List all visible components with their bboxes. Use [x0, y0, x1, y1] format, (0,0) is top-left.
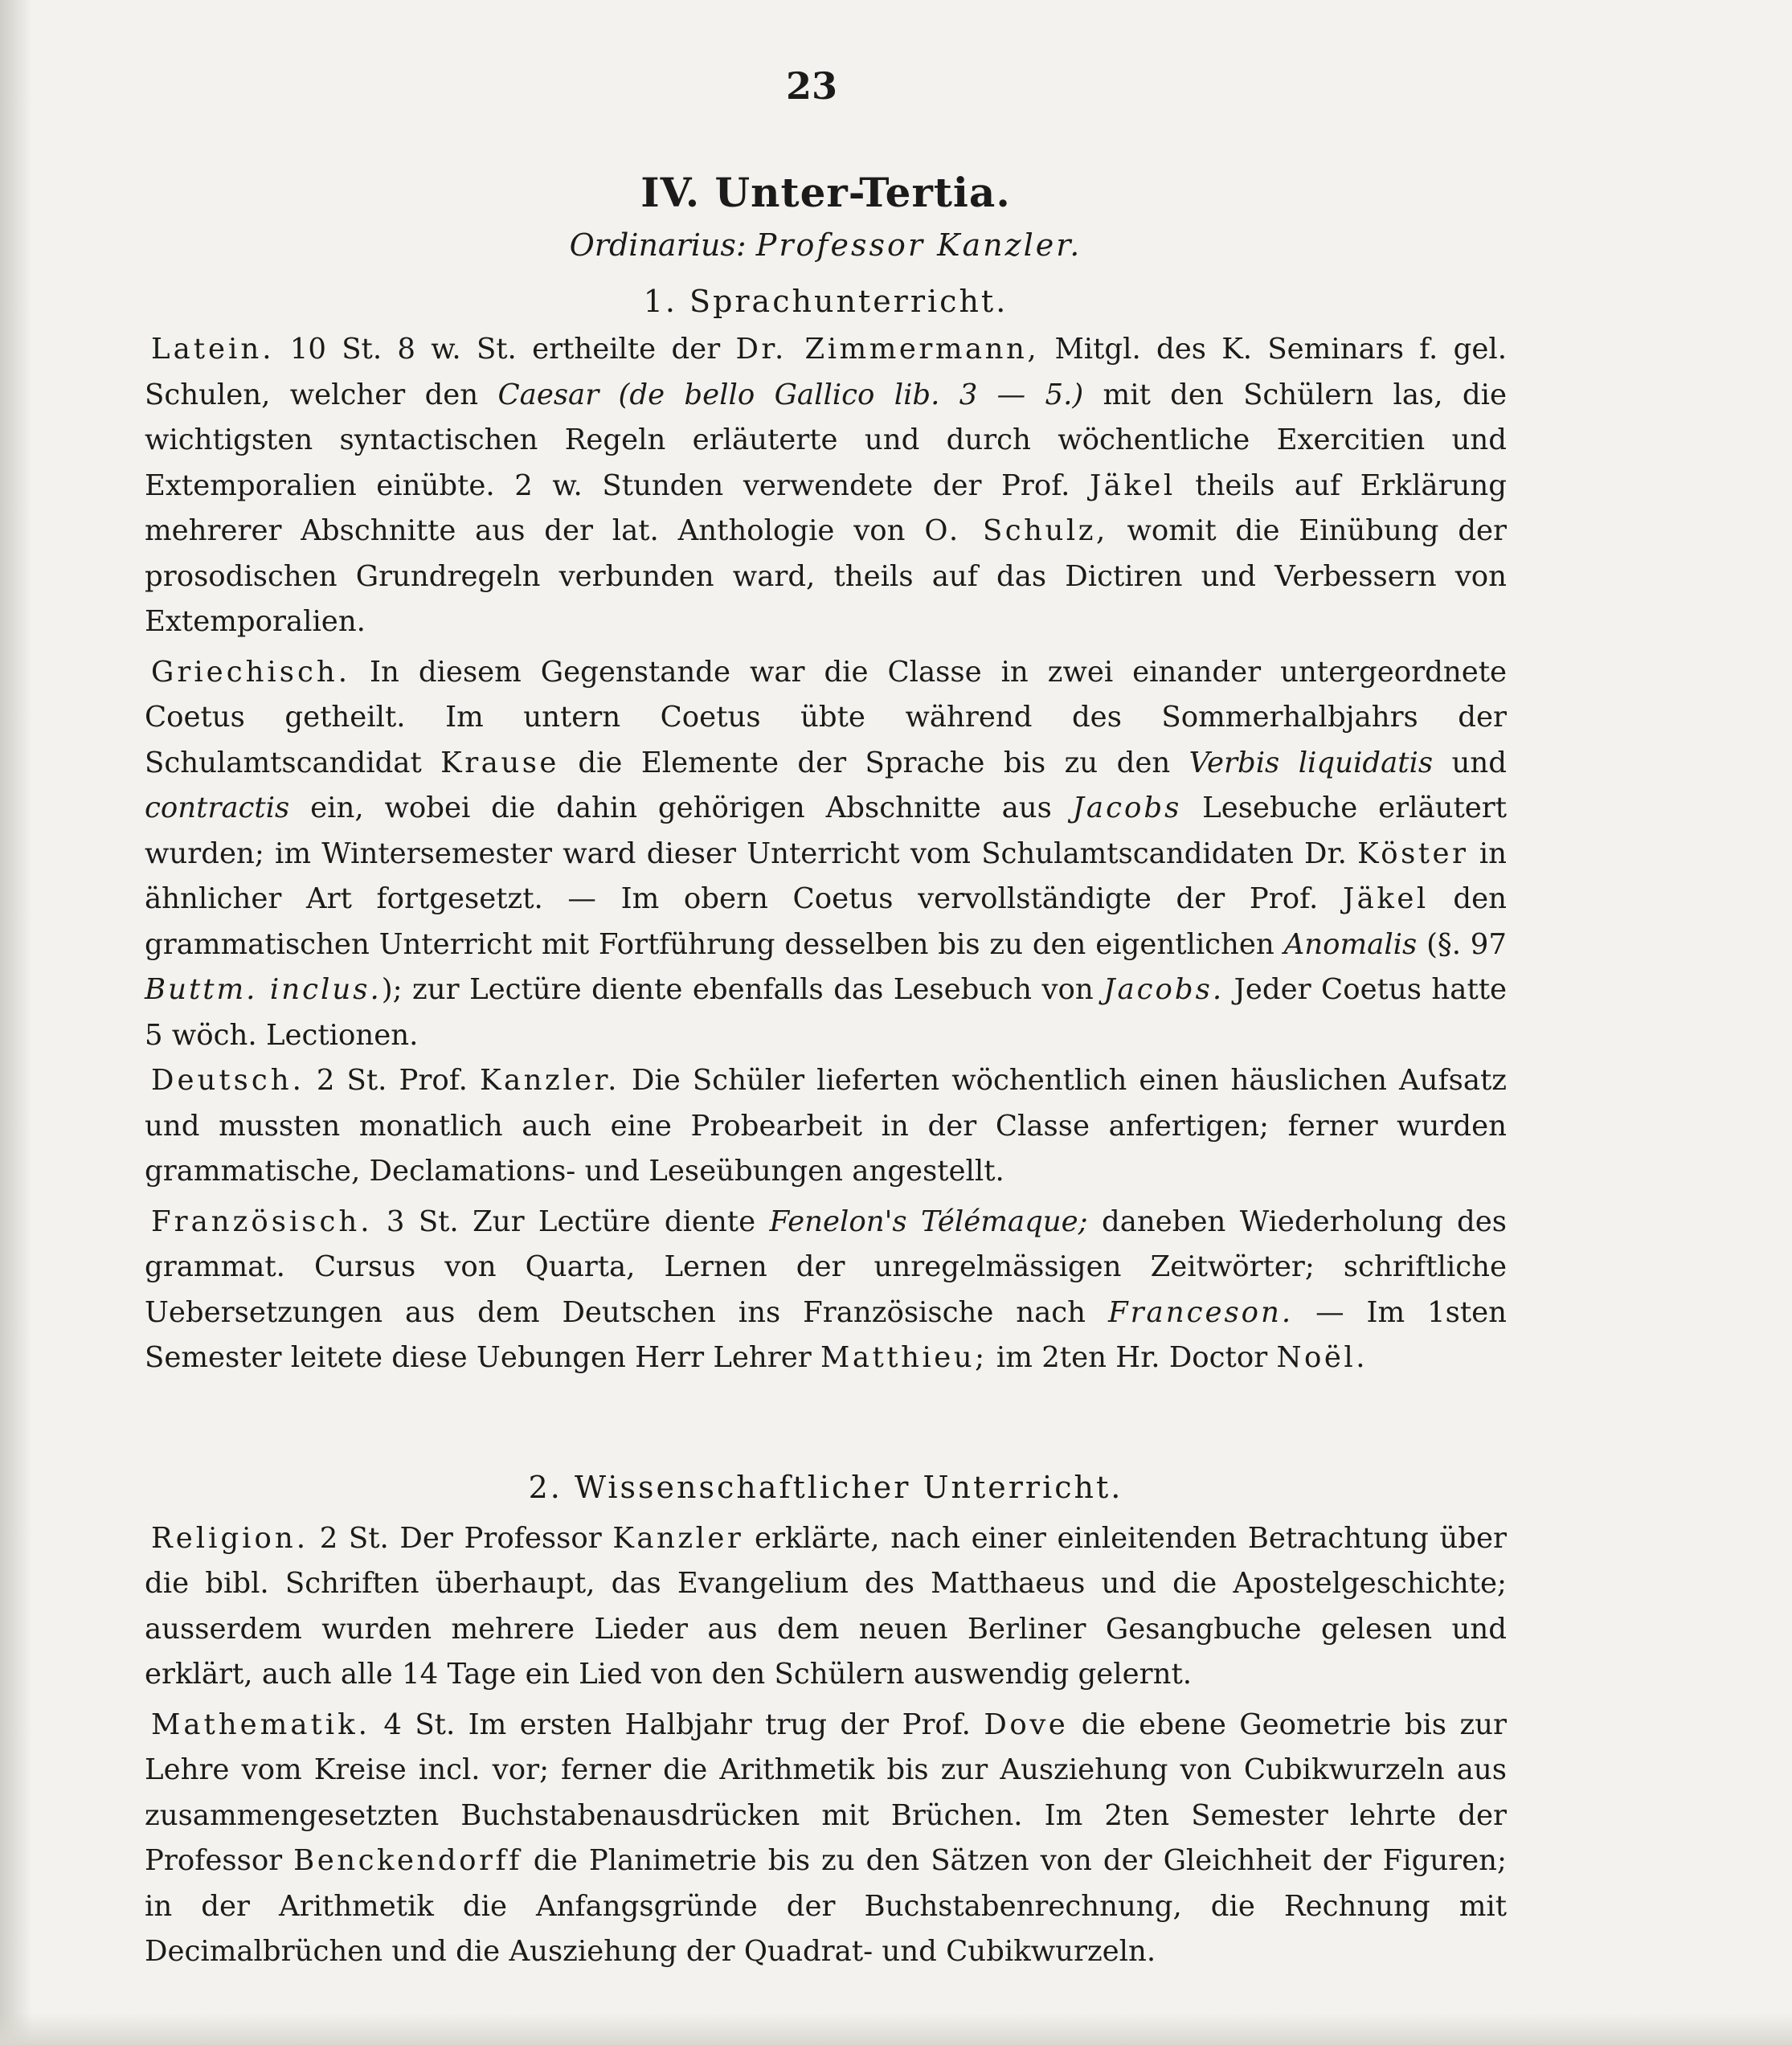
subject-mathematik: Mathematik. — [151, 1708, 370, 1741]
subject-franzoesisch: Französisch. — [151, 1205, 373, 1238]
person-name: Noël. — [1276, 1341, 1369, 1374]
person-name: Jacobs — [1072, 791, 1182, 824]
person-name: Köster — [1357, 836, 1469, 870]
person-name: Jäkel — [1089, 468, 1176, 502]
paragraph-latein: Latein. 10 St. 8 w. St. ertheilte der Dr. Zimmermann, Mitgl. des K. Seminars f. gel. Schulen, welcher den Caesar (de bello Gallico lib. 3 — 5.) mit den Schülern las, die wichtigsten syntactischen Regeln erläuterte und durch wöchentliche Exercitien und Extemporalien einübte. 2 w. Stunden verwendete der Prof. Jäkel theils auf Erklärung mehrerer Abschnitte aus der lat. Anthologie von O. Schulz, womit die Einübung der prosodischen Grundregeln verbunden ward, theils auf das Dictiren und Verbessern von Extemporalien. — [145, 333, 1508, 638]
person-name: Krause — [440, 746, 559, 779]
person-name: O. Schulz, — [924, 514, 1108, 547]
scan-shadow-bottom — [0, 2013, 1792, 2045]
subject-griechisch: Griechisch. — [151, 655, 351, 689]
person-name: Dr. Zimmermann, — [735, 333, 1040, 366]
paragraph-franzoesisch: Französisch. 3 St. Zur Lectüre diente Fenelon's Télémaque; daneben Wiederholung des grammat. Cursus von Quarta, Lernen der unregelmässigen Zeitwörter; schriftliche Uebersetzungen aus dem Deutschen ins Französische nach Franceson. — Im 1sten Semester leitete diese Uebungen Herr Lehrer Matthieu; im 2ten Hr. Doctor Noël. — [145, 1205, 1508, 1374]
scan-shadow-left — [0, 0, 32, 2045]
person-name: Jäkel — [1342, 882, 1429, 915]
subheading-sprachunterricht: 1. Sprachunterricht. — [643, 284, 1009, 319]
ordinarius-name: Professor Kanzler. — [755, 227, 1082, 263]
subject-latein: Latein. — [151, 333, 275, 366]
text-column — [145, 169, 1507, 1975]
citation: Buttm. inclus. — [145, 973, 382, 1006]
work-title: Caesar (de bello Gallico lib. 3 — 5.) — [497, 378, 1084, 411]
subject-deutsch: Deutsch. — [151, 1064, 305, 1097]
person-name: Franceson. — [1107, 1295, 1294, 1329]
person-name: Kanzler — [612, 1521, 744, 1555]
person-name: Benckendorff — [293, 1844, 522, 1877]
ordinarius-label: Ordinarius: — [569, 227, 747, 263]
paragraph-religion: Religion. 2 St. Der Professor Kanzler erklärte, nach einer einleitenden Betrachtung über die bibl. Schriften überhaupt, das Evangelium des Matthaeus und die Apostelgeschichte; ausserdem wurden mehrere Lieder aus dem neuen Berliner Gesangbuche gelesen und erklärt, auch alle 14 Tage ein Lied von den Schülern auswendig gelernt. — [145, 1521, 1507, 1691]
latin-term: Verbis liquidatis — [1189, 746, 1434, 779]
work-title: Fenelon's Télémaque; — [769, 1205, 1088, 1238]
person-name: Jacobs. — [1103, 973, 1225, 1006]
paragraph-deutsch: Deutsch. 2 St. Prof. Kanzler. Die Schüler lieferten wöchentlich einen häuslichen Aufsatz und mussten monatlich auch eine Probearbeit in der Classe anfertigen; ferner wurden grammatische, Declamations- und Leseübungen angestellt. — [145, 1064, 1508, 1188]
person-name: Dove — [984, 1708, 1069, 1741]
person-name: Kanzler. — [479, 1064, 620, 1097]
latin-term: Anomalis — [1283, 927, 1418, 961]
section-title: IV. Unter-Tertia. — [640, 169, 1011, 216]
page-number: 23 — [785, 64, 837, 108]
person-name: Matthieu; — [820, 1341, 988, 1374]
latin-term: contractis — [145, 791, 290, 824]
subject-religion: Religion. — [151, 1521, 309, 1555]
ordinarius-line — [145, 227, 1507, 263]
subheading-wissenschaftlicher-unterricht: 2. Wissenschaftlicher Unterricht. — [528, 1469, 1123, 1505]
paragraph-mathematik: Mathematik. 4 St. Im ersten Halbjahr trug der Prof. Dove die ebene Geometrie bis zur Lehre vom Kreise incl. vor; ferner die Arithmetik bis zur Ausziehung von Cubikwurzeln aus zusammengesetzten Buchstabenausdrücken mit Brüchen. Im 2ten Semester lehrte der Professor Benckendorff die Planimetrie bis zu den Sätzen von der Gleichheit der Figuren; in der Arithmetik die Anfangsgründe der Buchstabenrechnung, die Rechnung mit Decimalbrüchen und die Ausziehung der Quadrat- und Cubikwurzeln. — [145, 1708, 1507, 1968]
paragraph-griechisch: Griechisch. In diesem Gegenstande war die Classe in zwei einander untergeordnete Coetus getheilt. Im untern Coetus übte während des Sommerhalbjahrs der Schulamtscandidat Krause die Elemente der Sprache bis zu den Verbis liquidatis und contractis ein, wobei die dahin gehörigen Abschnitte aus Jacobs Lesebuche erläutert wurden; im Wintersemester ward dieser Unterricht vom Schulamtscandidaten Dr. Köster in ähnlicher Art fortgesetzt. — Im obern Coetus vervollständigte der Prof. Jäkel den grammatischen Unterricht mit Fortführung desselben bis zu den eigentlichen Anomalis (§. 97 Buttm. inclus.); zur Lectüre diente ebenfalls das Lesebuch von Jacobs. Jeder Coetus hatte 5 wöch. Lectionen. — [145, 655, 1508, 1052]
